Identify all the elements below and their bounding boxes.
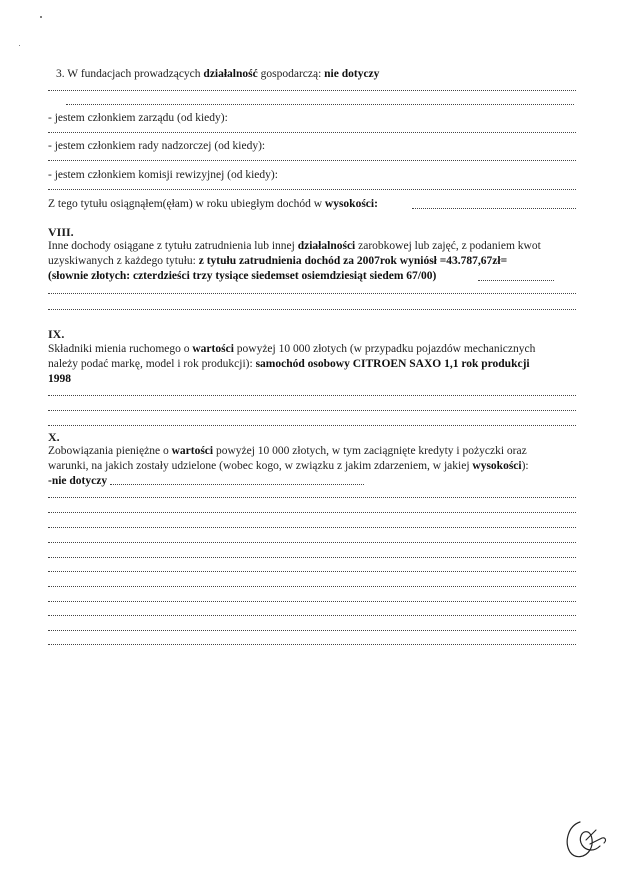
section3-board-member: - jestem członkiem zarządu (od kiedy): [48, 112, 228, 124]
dotted-line [48, 510, 576, 513]
dotted-line [48, 525, 576, 528]
dotted-line [48, 423, 576, 426]
handwritten-signature [560, 812, 610, 864]
section8-line2: uzyskiwanych z każdego tytułu: z tytułu zatrudnienia dochód za 2007rok wyniósł =43.787,67zł= [48, 255, 508, 267]
dotted-line [48, 307, 576, 310]
dotted-line [48, 291, 576, 294]
section10-line3: -nie dotyczy [48, 475, 108, 487]
dotted-line [48, 642, 576, 645]
scan-speck [19, 45, 20, 46]
dotted-line [66, 102, 574, 105]
section3-income: Z tego tytułu osiągnąłem(ęłam) w roku ubiegłym dochód w wysokości: [48, 198, 378, 210]
dotted-line [48, 584, 576, 587]
scan-speck [40, 16, 42, 18]
dotted-line [48, 130, 576, 133]
section9-heading: IX. [48, 327, 65, 341]
section10-line2: warunki, na jakich zostały udzielone (wobec kogo, w związku z jakim zdarzeniem, w jakiej wysokości): [48, 460, 529, 472]
dotted-line [48, 408, 576, 411]
dotted-line [478, 278, 554, 281]
dotted-line [48, 569, 576, 572]
dotted-line [48, 88, 576, 91]
section8-line3: (słownie złotych: czterdzieści trzy tysiące siedemset osiemdziesiąt siedem 67/00) [48, 270, 437, 282]
section3-audit-member: - jestem członkiem komisji rewizyjnej (od kiedy): [48, 169, 278, 181]
section8-heading: VIII. [48, 225, 74, 239]
dotted-line [48, 187, 576, 190]
section3-supervisory-member: - jestem członkiem rady nadzorczej (od kiedy): [48, 140, 266, 152]
section9-line2: należy podać markę, model i rok produkcji): samochód osobowy CITROEN SAXO 1,1 rok produkcji [48, 358, 530, 370]
dotted-line [48, 628, 576, 631]
dotted-line [48, 540, 576, 543]
dotted-line [48, 599, 576, 602]
section10-line1: Zobowiązania pieniężne o wartości powyżej 10 000 złotych, w tym zaciągnięte kredyty i pożyczki oraz [48, 445, 527, 457]
section9-line1: Składniki mienia ruchomego o wartości powyżej 10 000 złotych (w przypadku pojazdów mechanicznych [48, 343, 536, 355]
section9-line3: 1998 [48, 373, 71, 385]
dotted-line [110, 482, 364, 485]
dotted-line [48, 158, 576, 161]
dotted-line [48, 495, 576, 498]
dotted-line [48, 555, 576, 558]
dotted-line [412, 206, 576, 209]
dotted-line [48, 393, 576, 396]
dotted-line [48, 613, 576, 616]
section3-heading: 3. W fundacjach prowadzących działalność gospodarczą: nie dotyczy [56, 68, 380, 80]
section10-heading: X. [48, 430, 60, 444]
section8-line1: Inne dochody osiągane z tytułu zatrudnienia lub innej działalności zarobkowej lub zajęć, z podaniem kwot [48, 240, 541, 252]
